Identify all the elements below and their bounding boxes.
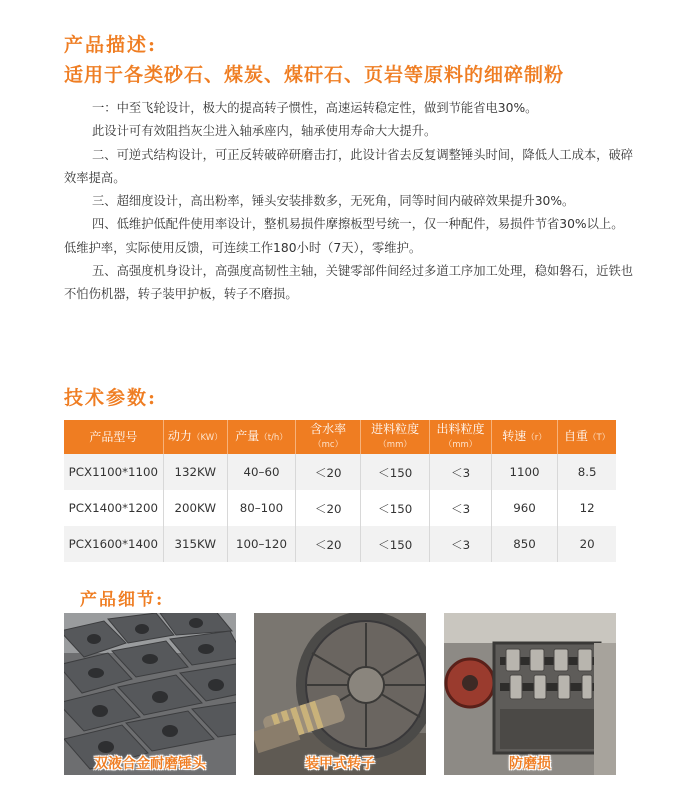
description-paragraph: 一：中至飞轮设计，极大的提高转子惯性，高速运转稳定性，做到节能省电30%。 (92, 101, 538, 115)
description-paragraph: 四、低维护低配件使用率设计，整机易损件摩擦板型号统一，仅一种配件，易损件节省30%以上。低维护率，实际使用反馈，可连续工作180小时（7天），零维护。 (64, 217, 624, 255)
column-header: 含水率 （mc） (296, 420, 361, 454)
description-paragraph: 五、高强度机身设计，高强度高韧性主轴，关键零部件间经过多道工序加工处理，稳如磐石，近铁也不怕伤机器，转子装甲护板，转子不磨损。 (64, 264, 634, 302)
photo-caption: 装甲式转子 (305, 756, 375, 772)
specs-header-row (64, 420, 616, 454)
table-cell: ＜20 (296, 454, 361, 490)
table-cell: ＜20 (296, 490, 361, 526)
table-cell: 20 (558, 526, 616, 562)
table-cell: PCX1600*1400 (64, 526, 163, 562)
table-cell: ＜3 (430, 526, 492, 562)
table-cell: 850 (491, 526, 557, 562)
photo-wear-protection (444, 613, 616, 775)
table-row (64, 454, 616, 490)
description-paragraph: 二、可逆式结构设计，可正反转破碎研磨击打，此设计省去反复调整锤头时间，降低人工成本，破碎效率提高。 (64, 147, 634, 185)
column-header: 产品型号 (64, 420, 163, 454)
details-heading: 产品细节: (80, 590, 165, 610)
specs-table (64, 420, 616, 562)
description-heading: 产品描述: (64, 34, 158, 56)
column-header: 产量（t/h） (227, 420, 295, 454)
table-cell: 12 (558, 490, 616, 526)
table-cell: ＜3 (430, 454, 492, 490)
column-header: 动力（KW） (163, 420, 227, 454)
table-cell: PCX1100*1100 (64, 454, 163, 490)
table-cell: ＜150 (361, 454, 430, 490)
table-cell: 132KW (163, 454, 227, 490)
product-photos (64, 613, 616, 775)
description-paragraph: 此设计可有效阻挡灰尘进入轴承座内，轴承使用寿命大大提升。 (92, 124, 437, 139)
table-cell: 960 (491, 490, 557, 526)
description-body (64, 97, 634, 307)
table-cell: 80–100 (227, 490, 295, 526)
table-cell: PCX1400*1200 (64, 490, 163, 526)
hammer-heads-image (64, 613, 236, 775)
description-subheading: 适用于各类砂石、煤炭、煤矸石、页岩等原料的细碎制粉 (64, 64, 565, 86)
table-cell: ＜150 (361, 526, 430, 562)
table-row (64, 490, 616, 526)
specs-heading: 技术参数: (64, 387, 158, 409)
table-cell: ＜3 (430, 490, 492, 526)
description-paragraph: 三、超细度设计，高出粉率，锤头安装排数多，无死角，同等时间内破碎效果提升30%。 (92, 194, 575, 209)
table-cell: 1100 (491, 454, 557, 490)
column-header: 转速（r） (491, 420, 557, 454)
table-cell: 40–60 (227, 454, 295, 490)
rotor-image (254, 613, 426, 775)
photo-caption: 双液合金耐磨锤头 (94, 756, 206, 772)
column-header: 自重（T） (558, 420, 616, 454)
table-cell: 315KW (163, 526, 227, 562)
table-cell: 8.5 (558, 454, 616, 490)
table-cell: 100–120 (227, 526, 295, 562)
column-header: 进料粒度 （mm） (361, 420, 430, 454)
table-cell: ＜20 (296, 526, 361, 562)
table-row (64, 526, 616, 562)
wear-protection-image (444, 613, 616, 775)
table-cell: 200KW (163, 490, 227, 526)
photo-caption: 防磨损 (509, 756, 551, 772)
column-header: 出料粒度 （mm） (430, 420, 492, 454)
table-cell: ＜150 (361, 490, 430, 526)
photo-armored-rotor (254, 613, 426, 775)
photo-hammer-heads (64, 613, 236, 775)
